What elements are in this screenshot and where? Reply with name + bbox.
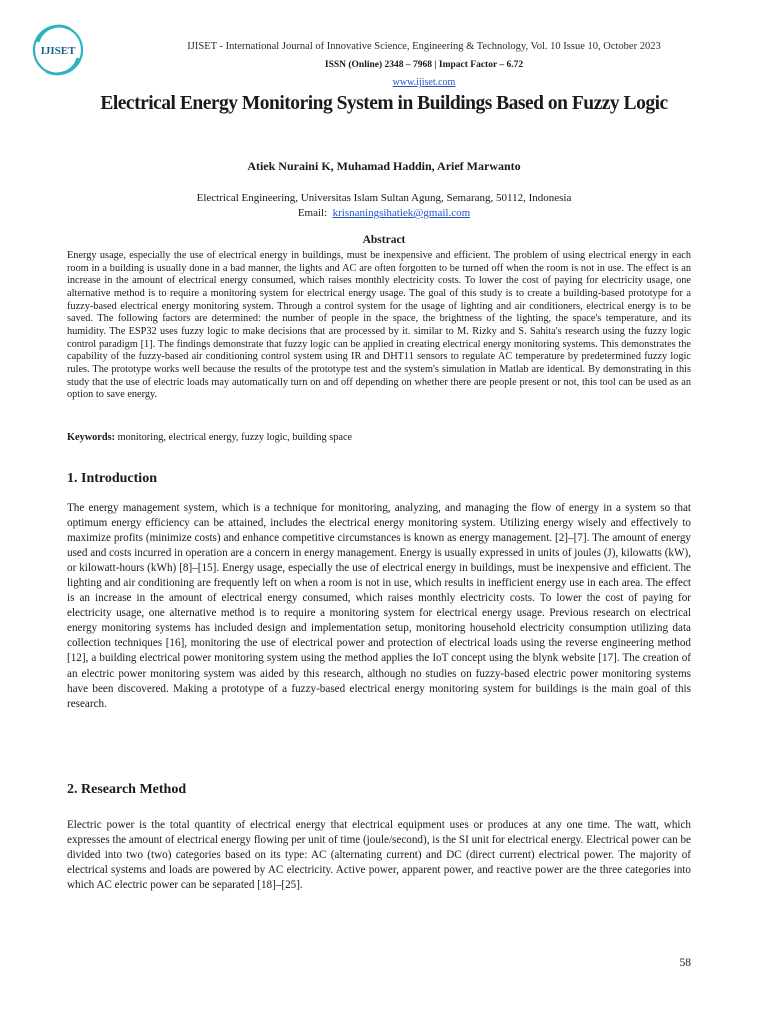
journal-logo bbox=[30, 22, 86, 78]
keywords bbox=[67, 431, 691, 444]
abstract-text: Energy usage, especially the use of electrical energy in buildings, must be inexpensive and efficient. The problem of using electrical energy in each room in a building is usually done in a bad manner, the lights and AC are often forgotten to be turned off when the room is not in use. The effect is an increase in the amount of electrical energy consumed, which raises monthly electricity costs. To lower the cost of paying for electricity usage, one alternative method is to require a monitoring system for electrical energy usage. The goal of this study is to create a building-based prototype for a fuzzy-based electrical energy monitoring system. Through a control system for the usage of lighting and air conditioners, electrical energy is to be saved. The following factors are determined: the number of people in the space, the brightness of the lighting, the space's temperature, and its humidity. The ESP32 uses fuzzy logic to make decisions that are processed by it. similar to M. Rizky and S. Sahita's research using the fuzzy logic control paradigm [1]. The findings demonstrate that fuzzy logic can be applied in creating electrical energy monitoring systems. This demonstrates the capability of the fuzzy-based air conditioning control system using IR and DHT11 sensors to regulate AC temperature by predetermined fuzzy logic rules. The prototype works well because the results of the prototype test and the system's simulation in Matlab are identical. By demonstrating in this study that the use of electric loads may automatically turn on and off depending on whether there are people present or not, this tool can be used as an option to save energy. bbox=[67, 250, 691, 401]
affiliation-block bbox=[0, 191, 768, 221]
abstract-heading: Abstract bbox=[362, 234, 406, 246]
journal-website-link[interactable]: www.ijiset.com bbox=[392, 77, 456, 88]
keywords-label: Keywords: bbox=[67, 432, 116, 443]
introduction-text: The energy management system, which is a technique for monitoring, analyzing, and managing the flow of energy in a system so that optimum energy efficiency can be attained, includes the electrical energy monitoring system. Utilizing energy wisely and effectively to maximize profits (minimize costs) and enhance competitive circumstances is known as energy management. [2]–[7]. The amount of energy used and costs incurred in operation are a concern in energy management. Energy is usually expressed in units of joules (J), kilowatts (kW), or kilowatt-hours (kWh) [8]–[15]. Energy usage, especially the use of electrical energy in buildings, must be inexpensive and efficient. The lighting and air conditioning are frequently left on when a room is not in use, which results in inefficient energy use in each area. The effect is an increase in the amount of electrical energy consumed, which raises monthly electricity costs. To lower the cost of paying for electricity usage, one alternative method is to require a monitoring system for electrical energy usage. Previous research on electrical energy monitoring systems has included design and implementation setup, monitoring household electricity consumption utilizing data collection techniques [16], monitoring the use of electrical power and protection of electrical loads using the reverse engineering method [12], a building electrical power monitoring system using the method applies the IoT concept using the blynk website [17]. The creation of an electric power monitoring system was aided by this research, although no studies on fuzzy-based electric power monitoring systems have been discovered. Making a prototype of a fuzzy-based electrical energy monitoring system for buildings is the main goal of this research. bbox=[67, 502, 691, 710]
logo-text: IJISET bbox=[40, 45, 76, 57]
issn-line: ISSN (Online) 2348 – 7968 | Impact Factor – 6.72 bbox=[324, 60, 524, 70]
page-number: 58 bbox=[679, 957, 691, 969]
affiliation: Electrical Engineering, Universitas Islam Sultan Agung, Semarang, 50112, Indonesia bbox=[196, 192, 572, 204]
section-heading-introduction: 1. Introduction bbox=[67, 471, 157, 486]
email-link[interactable]: krisnaningsihatiek@gmail.com bbox=[332, 207, 471, 219]
paper-title: Electrical Energy Monitoring System in Buildings Based on Fuzzy Logic bbox=[100, 93, 668, 114]
email-label: Email: bbox=[297, 207, 328, 219]
journal-name: IJISET - International Journal of Innovative Science, Engineering & Technology, Vol. 10 Issue 10, October 2023 bbox=[187, 41, 661, 52]
authors: Atiek Nuraini K, Muhamad Haddin, Arief Marwanto bbox=[247, 159, 521, 173]
journal-header bbox=[100, 38, 748, 92]
research-method-text: Electric power is the total quantity of electrical energy that electrical equipment uses or produces at any one time. The watt, which expresses the amount of electrical energy flowing per unit of time (joule/second), is the SI unit for electrical energy. Electrical power can be divided into two (two) categories based on its type: AC (alternating current) and DC (direct current) electrical power. The majority of electrical systems and loads are powered by AC electricity. Active power, apparent power, and reactive power are the three categories into which AC electric power can be separated [18]–[25]. bbox=[67, 819, 691, 892]
section-heading-research-method: 2. Research Method bbox=[67, 782, 187, 797]
keywords-text: monitoring, electrical energy, fuzzy logic, building space bbox=[115, 432, 353, 443]
email-line bbox=[0, 206, 768, 221]
